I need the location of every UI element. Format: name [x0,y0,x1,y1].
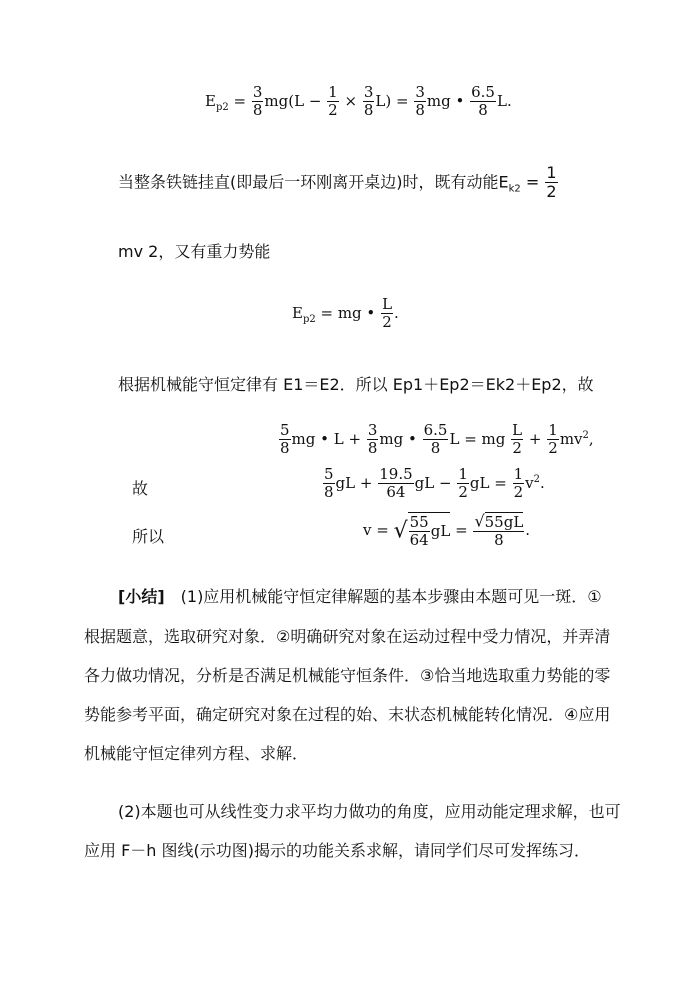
fraction: $\frac{1}{2}$ [328,83,338,120]
fraction: $\frac{√55gL}{8}$ [474,511,524,550]
square-root: √ $\frac{55}{64}$ gL [393,513,451,550]
fraction: $\frac{5}{8}$ [280,421,290,458]
label-therefore: 故 [132,479,149,498]
summary-line: 根据题意，选取研究对象．②明确研究对象在运动过程中受力情况，并弄清 [84,627,611,646]
fraction: $\frac{19.5}{64}$ [379,465,413,502]
label-so: 所以 [132,527,165,546]
paragraph-kinetic-energy: 当整条铁链挂直(即最后一环刚离开桌边)时，既有动能$E_{k2}$ = $\frac{1}{2}$ [118,163,557,202]
fraction: $\frac{3}{8}$ [415,83,425,120]
equation-velocity: v = √ $\frac{55}{64}$ gL = $\frac{√55gL}{8}$ . [363,511,531,550]
fraction: $\frac{3}{8}$ [367,421,378,458]
fraction: $\frac{3}{8}$ [252,83,263,120]
summary-note-line: (2)本题也可从线性变力求平均力做功的角度，应用动能定理求解，也可 [118,802,621,821]
paragraph-potential-energy: mv 2，又有重力势能 [118,242,271,261]
fraction: $\frac{6.5}{8}$ [423,421,448,458]
equation-ep2-final: $E_{p2}$ = mg • $\frac{L}{2}$ . [292,295,399,332]
summary-note-line: 应用 F－h 图线(示功图)揭示的功能关系求解，请同学们尽可发挥练习． [84,841,591,860]
fraction: $\frac{1}{2}$ [546,163,557,202]
summary-first-line: [小结] (1)应用机械能守恒定律解题的基本步骤由本题可见一斑．① [118,587,602,606]
paragraph-conservation: 根据机械能守恒定律有 E1＝E2．所以 Ep1＋Ep2＝Ek2＋Ep2，故 [118,375,594,394]
fraction: $\frac{L}{2}$ [512,421,523,458]
equation-energy-balance: $\frac{5}{8}$ mg • L + $\frac{3}{8}$ mg • $\frac{6.5}{8}$ L = mg $\frac{L}{2}$ + $\frac{1}{2}$ $mv^2$, [280,421,594,458]
fraction: $\frac{55}{64}$ [409,513,429,550]
fraction: $\frac{1}{2}$ [548,421,558,458]
equation-simplified: $\frac{5}{8}$ gL + $\frac{19.5}{64}$ gL − $\frac{1}{2}$ gL = $\frac{1}{2}$ $v^2$. [324,465,545,502]
summary-tag: [小结] [118,587,165,606]
fraction: $\frac{6.5}{8}$ [471,83,495,120]
summary-line: 势能参考平面，确定研究对象在过程的始、末状态机械能转化情况．④应用 [84,705,611,724]
fraction: $\frac{3}{8}$ [363,83,374,120]
fraction: $\frac{1}{2}$ [458,465,468,502]
fraction: $\frac{L}{2}$ [382,295,393,332]
summary-line: 机械能守恒定律列方程、求解． [84,744,309,763]
fraction: $\frac{1}{2}$ [513,465,524,502]
equation-ep2-initial: $E_{p2}$ = $\frac{3}{8}$ mg(L − $\frac{1}{2}$ × $\frac{3}{8}$ L) = $\frac{3}{8}$ mg • $\frac{6.5}{8}$ L. [205,83,512,120]
summary-line: 各力做功情况，分析是否满足机械能守恒条件．③恰当地选取重力势能的零 [84,666,611,685]
fraction: $\frac{5}{8}$ [324,465,334,502]
